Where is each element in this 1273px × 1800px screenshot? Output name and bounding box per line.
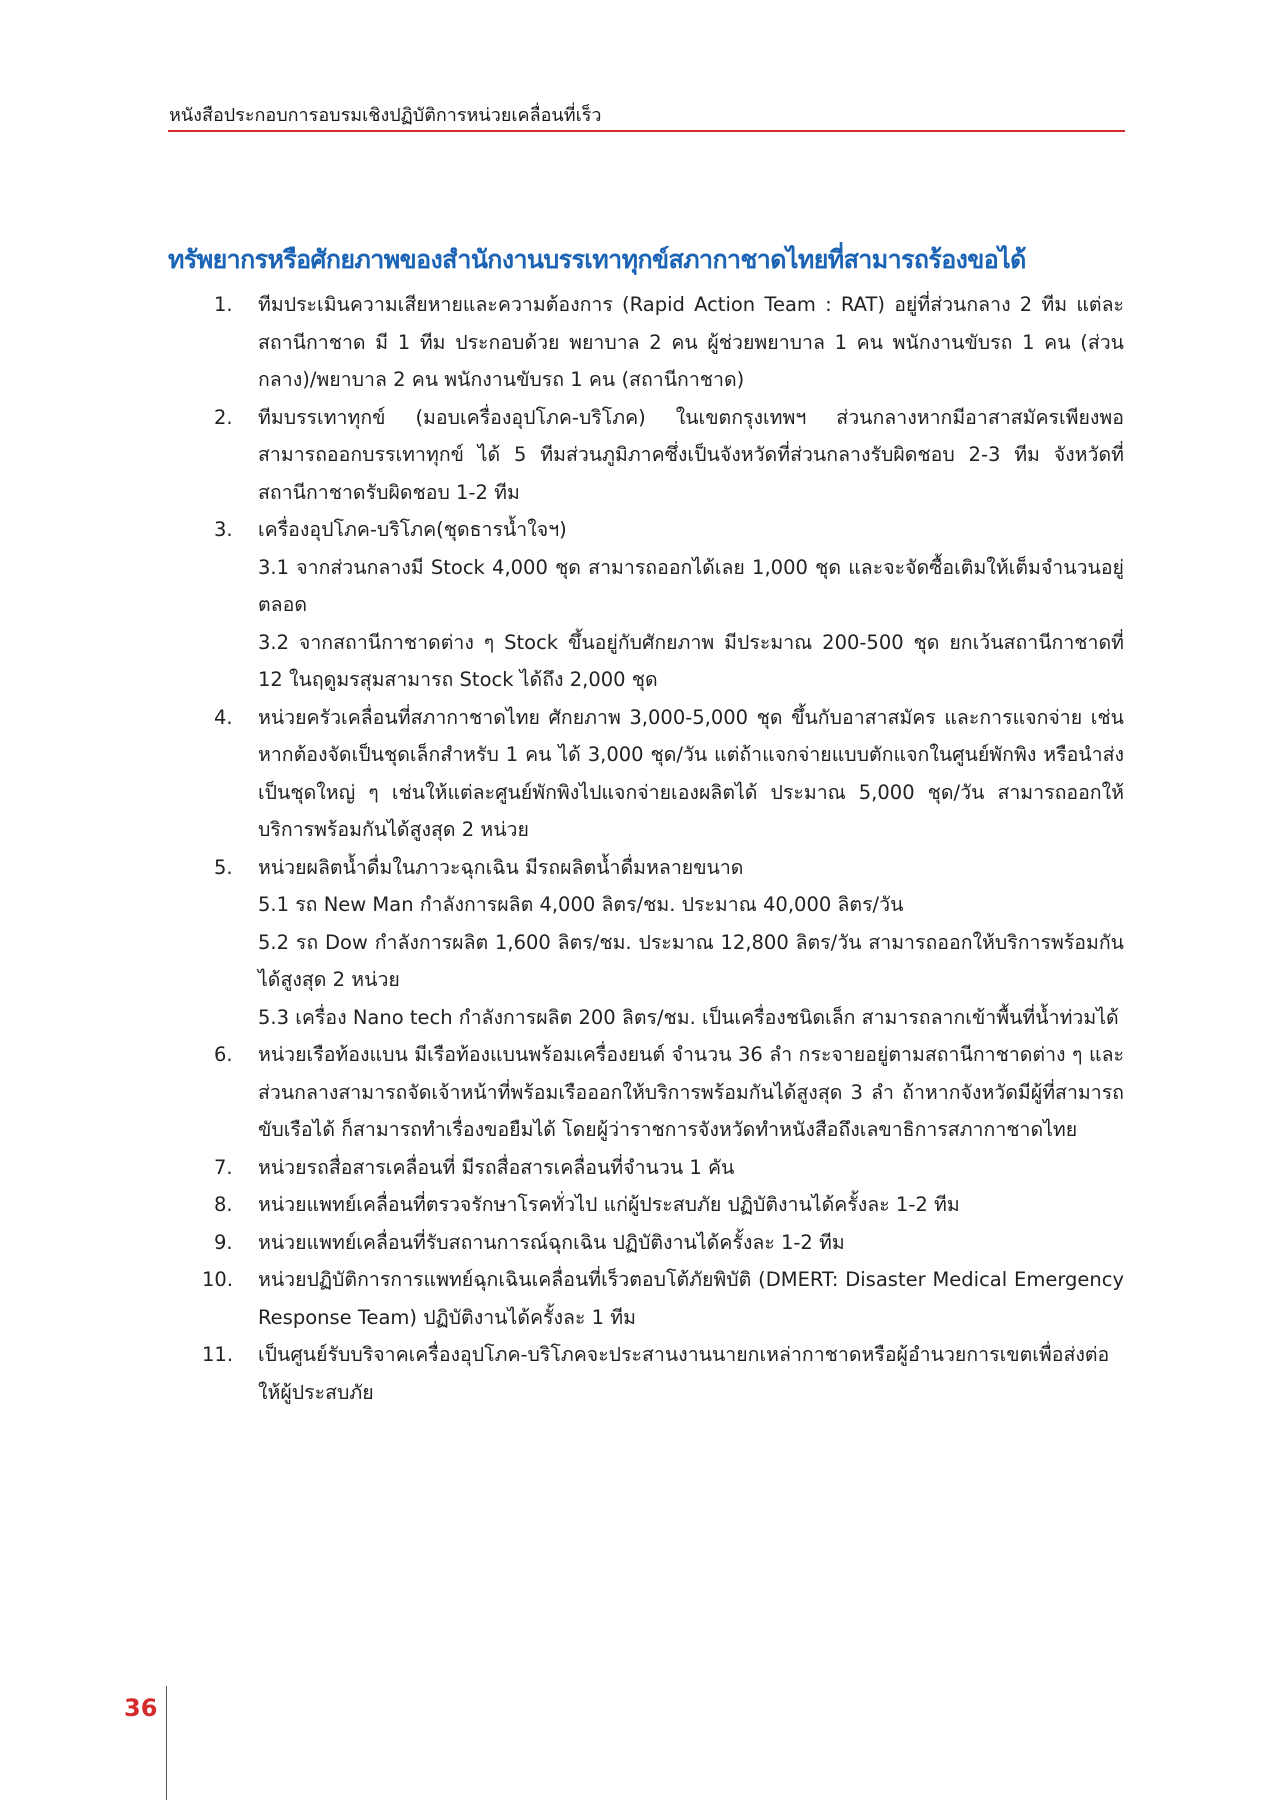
- running-header: หนังสือประกอบการอบรมเชิงปฏิบัติการหน่วยเคลื่อนที่เร็ว: [169, 105, 602, 126]
- list-item-text: ทีมบรรเทาทุกข์ (มอบเครื่องอุปโภค-บริโภค) ในเขตกรุงเทพฯ ส่วนกลางหากมีอาสาสมัครเพียงพอ สามารถออกบรรเทาทุกข์ ได้ 5 ทีมส่วนภูมิภาคซึ่งเป็นจังหวัดที่ส่วนกลางรับผิดชอบ 2-3 ทีม จังหวัดที่สถานีกาชาดรับผิดชอบ 1-2 ทีม: [258, 405, 1124, 504]
- list-item-7: [200, 1149, 1124, 1187]
- sub-item-5-1: 5.1 รถ New Man กำลังการผลิต 4,000 ลิตร/ชม. ประมาณ 40,000 ลิตร/วัน: [258, 893, 904, 916]
- section-title: ทรัพยากรหรือศักยภาพของสำนักงานบรรเทาทุกข์สภากาชาดไทยที่สามารถร้องขอได้: [168, 245, 1026, 274]
- list-item-number: 7.: [214, 1155, 233, 1179]
- footer-vertical-rule: [166, 1686, 167, 1800]
- list-item-number: 9.: [214, 1230, 233, 1254]
- list-item-text: หน่วยรถสื่อสารเคลื่อนที่ มีรถสื่อสารเคลื่อนที่จำนวน 1 คัน: [258, 1155, 735, 1179]
- list-item-6: [200, 1036, 1124, 1149]
- list-item-text: หน่วยแพทย์เคลื่อนที่ตรวจรักษาโรคทั่วไป แก่ผู้ประสบภัย ปฏิบัติงานได้ครั้งละ 1-2 ทีม: [258, 1193, 960, 1216]
- list-item-5: [200, 849, 1124, 887]
- page-number: 36: [124, 1694, 158, 1722]
- list-item-number: 10.: [202, 1268, 234, 1291]
- list-item-text: หน่วยแพทย์เคลื่อนที่รับสถานการณ์ฉุกเฉิน ปฏิบัติงานได้ครั้งละ 1-2 ทีม: [258, 1230, 845, 1254]
- list-item-text: หน่วยผลิตน้ำดื่มในภาวะฉุกเฉิน มีรถผลิตน้ำดื่มหลายขนาด: [258, 855, 744, 879]
- list-item-text: หน่วยปฏิบัติการการแพทย์ฉุกเฉินเคลื่อนที่เร็วตอบโต้ภัยพิบัติ (DMERT: Disaster Medical Emergency Response Team) ปฏิบัติงานได้ครั้งละ 1 ทีม: [258, 1268, 1124, 1329]
- header-divider: [168, 130, 1125, 132]
- list-item-11: [200, 1336, 1124, 1411]
- list-item-3: [200, 511, 1124, 549]
- list-item-number: 6.: [214, 1043, 233, 1066]
- sub-item-3-1: 3.1 จากส่วนกลางมี Stock 4,000 ชุด สามารถออกได้เลย 1,000 ชุด และจะจัดซื้อเติมให้เต็มจำนวนอยู่ตลอด: [258, 555, 1124, 616]
- list-item-number: 5.: [214, 855, 233, 879]
- sub-item-5-3: 5.3 เครื่อง Nano tech กำลังการผลิต 200 ลิตร/ชม. เป็นเครื่องชนิดเล็ก สามารถลากเข้าพื้นที่น้ำท่วมได้: [258, 1005, 1119, 1029]
- list-item-text: ทีมประเมินความเสียหายและความต้องการ (Rapid Action Team : RAT) อยู่ที่ส่วนกลาง 2 ทีม แต่ละสถานีกาชาด มี 1 ทีม ประกอบด้วย พยาบาล 2 คน ผู้ช่วยพยาบาล 1 คน พนักงานขับรถ 1 คน (ส่วนกลาง)/พยาบาล 2 คน พนักงานขับรถ 1 คน (สถานีกาชาด): [258, 293, 1124, 391]
- sub-item-3-2: 3.2 จากสถานีกาชาดต่าง ๆ Stock ขึ้นอยู่กับศักยภาพ มีประมาณ 200-500 ชุด ยกเว้นสถานีกาชาดที่ 12 ในฤดูมรสุมสามารถ Stock ได้ถึง 2,000 ชุด: [258, 630, 1124, 691]
- list-item-2: [200, 399, 1124, 512]
- list-item-4: [200, 699, 1124, 849]
- list-item-number: 4.: [214, 705, 233, 729]
- list-item-number: 3.: [214, 518, 233, 541]
- sub-item-5-2: 5.2 รถ Dow กำลังการผลิต 1,600 ลิตร/ชม. ประมาณ 12,800 ลิตร/วัน สามารถออกให้บริการพร้อมกันได้สูงสุด 2 หน่วย: [258, 930, 1124, 991]
- list-item-text: เครื่องอุปโภค-บริโภค(ชุดธารน้ำใจฯ): [258, 518, 567, 541]
- list-item-text: เป็นศูนย์รับบริจาคเครื่องอุปโภค-บริโภคจะประสานงานนายกเหล่ากาชาดหรือผู้อำนวยการเขตเพื่อส่งต่อให้ผู้ประสบภัย: [258, 1343, 1110, 1404]
- list-item-number: 2.: [214, 405, 233, 429]
- list-item-8: [200, 1186, 1124, 1224]
- list-item-number: 1.: [214, 293, 233, 316]
- list-item-text: หน่วยเรือท้องแบน มีเรือท้องแบนพร้อมเครื่องยนต์ จำนวน 36 ลำ กระจายอยู่ตามสถานีกาชาดต่าง ๆ และส่วนกลางสามารถจัดเจ้าหน้าที่พร้อมเรือออกให้บริการพร้อมกันได้สูงสุด 3 ลำ ถ้าหากจังหวัดมีผู้ที่สามารถขับเรือได้ ก็สามารถทำเรื่องขอยืมได้ โดยผู้ว่าราชการจังหวัดทำหนังสือถึงเลขาธิการสภากาชาดไทย: [258, 1043, 1124, 1141]
- resource-list: [200, 286, 1124, 1411]
- list-item-1: [200, 286, 1124, 399]
- list-item-number: 11.: [202, 1343, 234, 1366]
- list-item-text: หน่วยครัวเคลื่อนที่สภากาชาดไทย ศักยภาพ 3,000-5,000 ชุด ขึ้นกับอาสาสมัคร และการแจกจ่าย เช่น หากต้องจัดเป็นชุดเล็กสำหรับ 1 คน ได้ 3,000 ชุด/วัน แต่ถ้าแจกจ่ายแบบตักแจกในศูนย์พักพิง หรือนำส่งเป็นชุดใหญ่ ๆ เช่นให้แต่ละศูนย์พักพิงไปแจกจ่ายเองผลิตได้ ประมาณ 5,000 ชุด/วัน สามารถออกให้บริการพร้อมกันได้สูงสุด 2 หน่วย: [258, 705, 1124, 841]
- list-item-number: 8.: [214, 1193, 233, 1216]
- list-item-10: [200, 1261, 1124, 1336]
- list-item-9: [200, 1224, 1124, 1262]
